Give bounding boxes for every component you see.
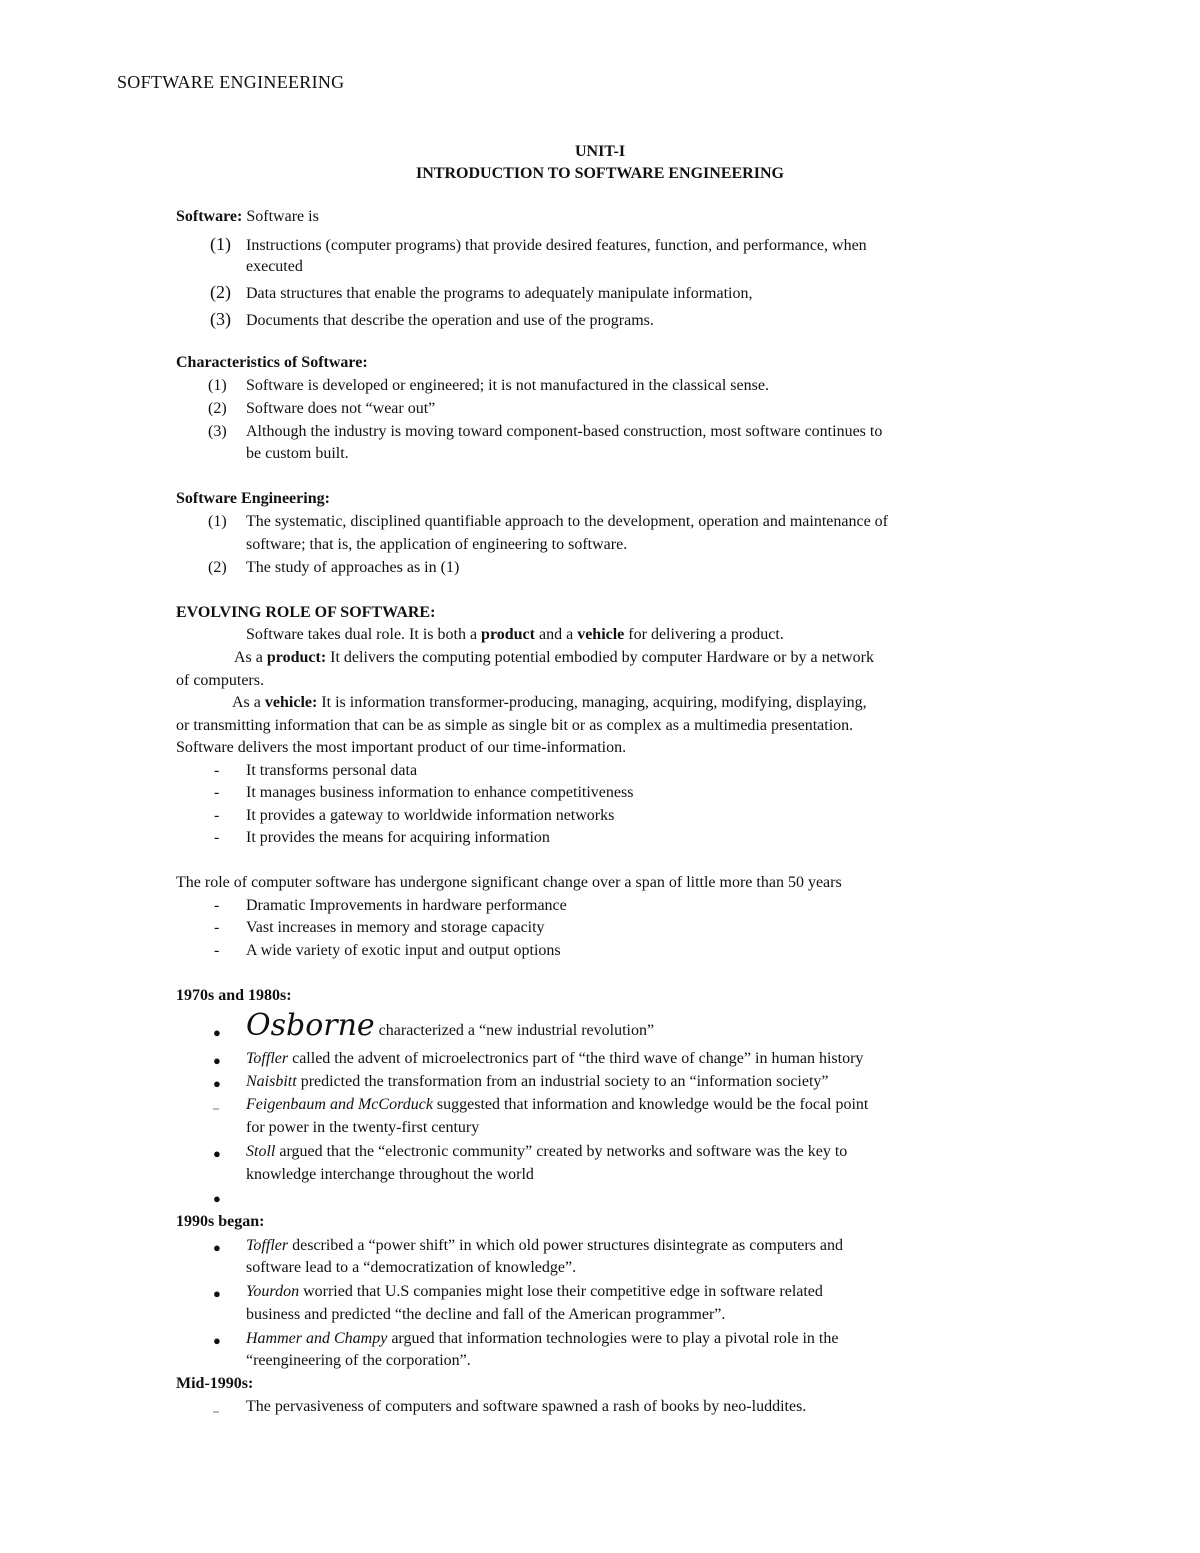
bullet-bar: ⎯ (213, 1101, 220, 1115)
dash-bullet: - (214, 784, 220, 801)
bullet-item: Toffler described a “power shift” in which old power structures disintegrate as computers and (246, 1237, 844, 1254)
list-number: (2) (208, 400, 227, 417)
paragraph: Software takes dual role. It is both a product and a vehicle for delivering a product. (246, 626, 784, 643)
section-heading: EVOLVING ROLE OF SOFTWARE: (176, 604, 436, 621)
list-item: The study of approaches as in (1) (246, 559, 460, 576)
bullet-item: The pervasiveness of computers and software spawned a rash of books by neo-luddites. (246, 1398, 807, 1415)
product-term: product (481, 626, 535, 643)
bullet-item-cont: “reengineering of the corporation”. (246, 1352, 471, 1369)
list-number: (2) (210, 282, 231, 302)
section-heading: 1990s began: (176, 1213, 265, 1230)
section-heading: Characteristics of Software: (176, 354, 368, 371)
bullet-item: Naisbitt predicted the transformation from an industrial society to an “information society” (246, 1073, 829, 1090)
list-item-cont: executed (246, 258, 303, 275)
bullet-item: Yourdon worried that U.S companies might lose their competitive edge in software related (246, 1283, 823, 1300)
software-intro: Software is (242, 208, 319, 225)
bullet-dot: ● (213, 1025, 221, 1040)
bullet-dot: ● (213, 1146, 221, 1161)
bullet-item: Vast increases in memory and storage capacity (246, 919, 545, 936)
bullet-dot: ● (213, 1191, 221, 1206)
list-number: (3) (208, 423, 227, 440)
bullet-item: Stoll argued that the “electronic community” created by networks and software was the key to (246, 1143, 848, 1160)
bullet-dot: ● (213, 1333, 221, 1348)
bullet-dot: ● (213, 1240, 221, 1255)
bullet-item: It provides the means for acquiring information (246, 829, 550, 846)
list-item: Although the industry is moving toward component-based construction, most software continues to (246, 423, 883, 440)
list-number: (1) (210, 234, 231, 254)
dash-bullet: - (214, 829, 220, 846)
unit-label: UNIT-I (574, 143, 626, 160)
list-item: The systematic, disciplined quantifiable approach to the development, operation and maintenance of (246, 513, 888, 530)
bullet-bar: ⎯ (213, 1404, 220, 1418)
paragraph: As a product: It delivers the computing potential embodied by computer Hardware or by a network (234, 649, 874, 666)
dash-bullet: - (214, 807, 220, 824)
dash-bullet: - (214, 897, 220, 914)
software-label: Software: (176, 208, 243, 225)
paragraph: The role of computer software has undergone significant change over a span of little more than 50 years (176, 874, 842, 891)
section-heading: Software Engineering: (176, 490, 330, 507)
list-item: Software does not “wear out” (246, 400, 436, 417)
software-paragraph (176, 208, 319, 226)
osborne-name: Osborne (246, 1008, 375, 1043)
bullet-item: Toffler called the advent of microelectronics part of “the third wave of change” in human history (246, 1050, 864, 1067)
list-number: (3) (210, 309, 231, 329)
vehicle-term: vehicle (577, 626, 625, 643)
section-heading: Mid-1990s: (176, 1375, 254, 1392)
bullet-item: Hammer and Champy argued that information technologies were to play a pivotal role in the (246, 1330, 839, 1347)
bullet-item-cont: for power in the twenty-first century (246, 1119, 480, 1136)
bullet-item: It manages business information to enhance competitiveness (246, 784, 634, 801)
dash-bullet: - (214, 762, 220, 779)
section-heading: 1970s and 1980s: (176, 987, 292, 1004)
list-number: (1) (208, 513, 227, 530)
list-item-cont: be custom built. (246, 445, 349, 462)
paragraph-cont: Software delivers the most important product of our time-information. (176, 739, 627, 756)
dash-bullet: - (214, 942, 220, 959)
unit-title: INTRODUCTION TO SOFTWARE ENGINEERING (416, 165, 784, 182)
paragraph-cont: or transmitting information that can be as simple as single bit or as complex as a multimedia presentation. (176, 717, 854, 734)
product-term: product: (266, 649, 327, 666)
running-head: SOFTWARE ENGINEERING (117, 72, 345, 92)
vehicle-term: vehicle: (264, 694, 318, 711)
bullet-dot: ● (213, 1286, 221, 1301)
bullet-item: A wide variety of exotic input and output options (246, 942, 561, 959)
paragraph: As a vehicle: It is information transformer-producing, managing, acquiring, modifying, displaying, (232, 694, 867, 711)
list-item-cont: software; that is, the application of engineering to software. (246, 536, 628, 553)
bullet-item: Feigenbaum and McCorduck suggested that information and knowledge would be the focal point (246, 1096, 869, 1113)
paragraph-cont: of computers. (176, 672, 264, 689)
list-item: Software is developed or engineered; it is not manufactured in the classical sense. (246, 377, 769, 394)
bullet-item: It transforms personal data (246, 762, 418, 779)
list-item: Data structures that enable the programs to adequately manipulate information, (246, 285, 753, 302)
bullet-item-cont: knowledge interchange throughout the world (246, 1166, 534, 1183)
bullet-item: Osborne characterized a “new industrial revolution” (246, 1008, 655, 1043)
bullet-item-cont: business and predicted “the decline and fall of the American programmer”. (246, 1306, 726, 1323)
list-item: Instructions (computer programs) that provide desired features, function, and performance, when (246, 237, 867, 254)
bullet-item: It provides a gateway to worldwide information networks (246, 807, 615, 824)
bullet-dot: ● (213, 1076, 221, 1091)
bullet-dot: ● (213, 1053, 221, 1068)
bullet-item: Dramatic Improvements in hardware performance (246, 897, 567, 914)
bullet-item-cont: software lead to a “democratization of knowledge”. (246, 1259, 577, 1276)
dash-bullet: - (214, 919, 220, 936)
list-item: Documents that describe the operation and use of the programs. (246, 312, 654, 329)
list-number: (1) (208, 377, 227, 394)
list-number: (2) (208, 559, 227, 576)
